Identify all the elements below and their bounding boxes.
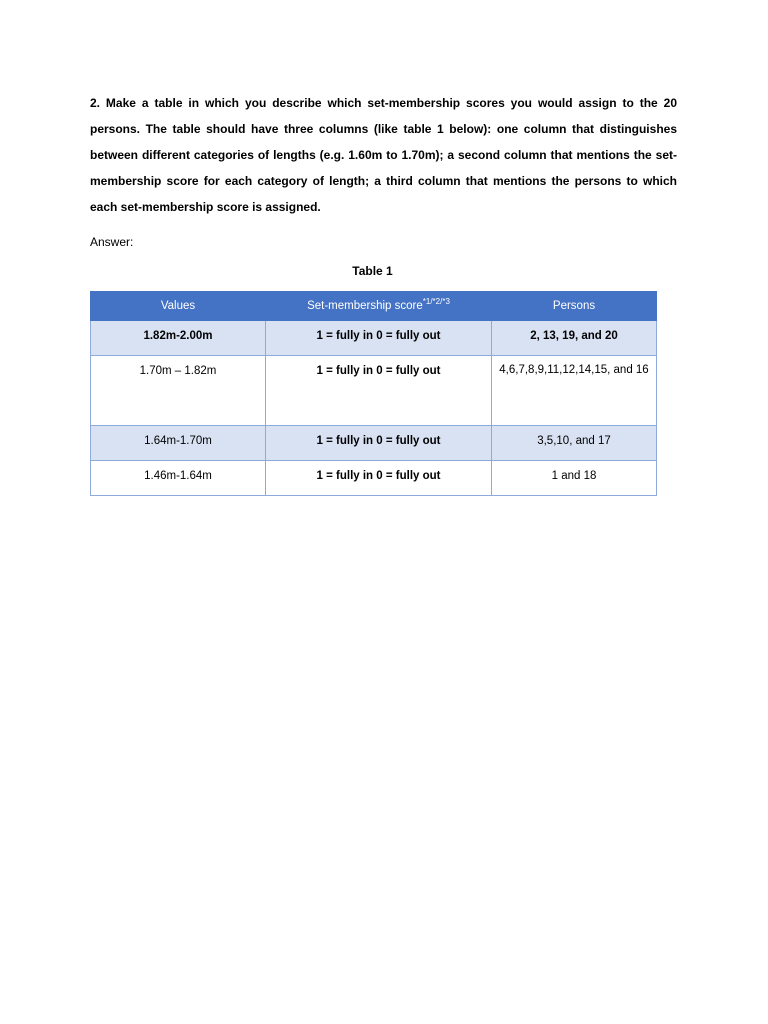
header-values: Values: [91, 292, 266, 321]
cell-values: 1.46m-1.64m: [91, 461, 266, 496]
cell-persons: [492, 356, 657, 426]
cell-values: 1.82m-2.00m: [91, 321, 266, 356]
header-score-footnotes: *1/*2/*3: [422, 297, 450, 307]
table-row: [91, 321, 657, 356]
cell-values: 1.70m – 1.82m: [91, 356, 266, 426]
cell-score: 1 = fully in 0 = fully out: [266, 426, 492, 461]
membership-table: [90, 291, 657, 496]
cell-score: 1 = fully in 0 = fully out: [266, 356, 492, 426]
table-row: [91, 356, 657, 426]
table-header-row: [91, 292, 657, 321]
cell-persons: 1 and 18: [492, 461, 657, 496]
question-text: 2. Make a table in which you describe which set-membership scores you would assign to the 20 persons. The table should have three columns (like table 1 below): one column that distinguishes between different categories of lengths (e.g. 1.60m to 1.70m); a second column that mentions the set-membership score for each category of length; a third column that mentions the persons to which each set-membership score is assigned.: [90, 96, 677, 214]
table-row: [91, 426, 657, 461]
header-score-label: Set-membership score: [307, 300, 423, 312]
cell-score: 1 = fully in 0 = fully out: [266, 461, 492, 496]
cell-values: 1.64m-1.70m: [91, 426, 266, 461]
table-row: [91, 461, 657, 496]
cell-persons: 2, 13, 19, and 20: [492, 321, 657, 356]
cell-score: 1 = fully in 0 = fully out: [266, 321, 492, 356]
header-persons: Persons: [492, 292, 657, 321]
table-caption: Table 1: [352, 264, 393, 278]
header-score: [266, 292, 492, 321]
cell-persons-text: 4,6,7,8,9,11,12,14,15, and 16: [499, 364, 649, 376]
answer-label: Answer:: [90, 235, 134, 249]
cell-persons: 3,5,10, and 17: [492, 426, 657, 461]
